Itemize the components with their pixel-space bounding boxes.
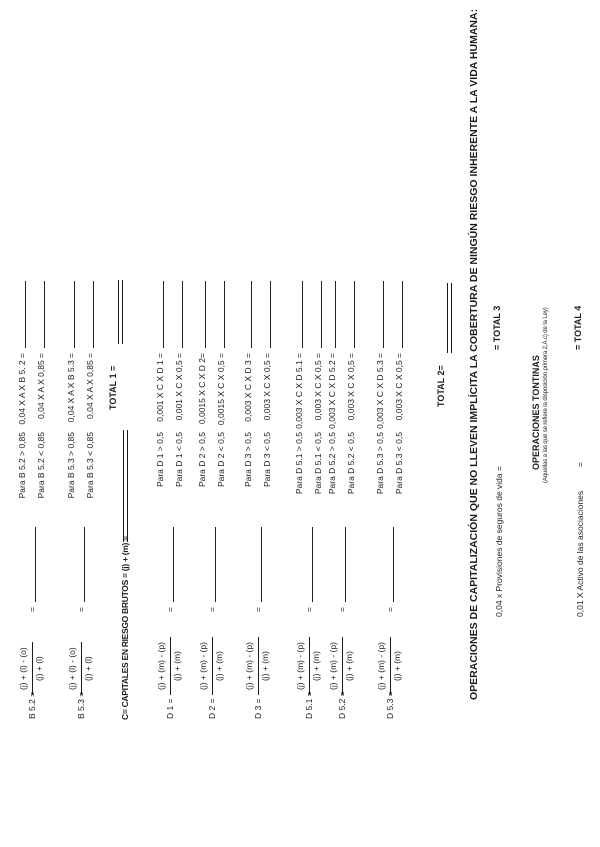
answer-blank-line (93, 281, 94, 348)
condition-label: Para B 5.3 < 0,85 (85, 432, 95, 499)
answer-blank-line (251, 281, 252, 348)
ratio-label: B 5.2 = (27, 691, 37, 719)
case-formula: 0,0015 X C X 0,5 = (216, 353, 226, 426)
fraction-denominator: (j) + (m) (311, 651, 321, 682)
case-formula: 0,04 X A X 0,85 = (36, 353, 46, 419)
condition-label: Para D 3 > 0,5 (243, 432, 253, 488)
ratio-label: D 5.3 = (385, 691, 395, 719)
fraction-numerator: (j) + (m) - (p) (198, 637, 213, 695)
total1-result-line (118, 280, 123, 344)
formula-row (239, 0, 277, 847)
formula-row (193, 0, 231, 847)
condition-label: Para D 5.3 < 0,5 (394, 432, 404, 495)
capitales-result-line (123, 430, 128, 542)
ratio-label: D 1 = (165, 698, 175, 719)
case-formula: 0,003 X C X D 3 = (243, 353, 253, 422)
formula-row (151, 0, 189, 847)
formula-row (13, 0, 51, 847)
ratio-fraction (156, 637, 182, 695)
ratio-label: D 5.1 = (304, 691, 314, 719)
case-formula: 0,003 X C X 0,5 = (346, 353, 356, 421)
equals-sign: = (337, 607, 347, 612)
fraction-numerator: (j) + (m) - (p) (156, 637, 171, 695)
answer-blank-line (224, 281, 225, 348)
case-formula: 0,003 X C X 0,5 = (313, 353, 323, 421)
case-formula: 0,04 X A X 0,85 = (85, 353, 95, 419)
fraction-numerator: (j) + (l) - (o) (67, 642, 82, 695)
ratio-fraction (198, 637, 224, 695)
total2-result-line (447, 283, 452, 353)
case-formula: 0,003 X C X 0,5 = (394, 353, 404, 421)
answer-blank-line (205, 281, 206, 348)
ratio-label: D 5.2 = (337, 691, 347, 719)
fraction-denominator: (j) + (l) (34, 656, 44, 682)
fraction-denominator: (j) + (m) (214, 651, 224, 682)
total2-label: TOTAL 2= (436, 365, 446, 407)
fraction-denominator: (j) + (m) (260, 651, 270, 682)
ratio-fraction (376, 637, 402, 695)
case-formula: 0,0015 X C X D 2= (197, 353, 207, 425)
capitales-riesgo-heading: C= CAPITALES EN RIESGO BRUTOS = (j) + (m) = (120, 536, 130, 720)
ratio-fraction (295, 637, 321, 695)
equals-sign: = (304, 607, 314, 612)
case-formula: 0,003 X C X D 5.2 = (327, 353, 337, 429)
condition-label: Para D 1 < 0,5 (174, 432, 184, 488)
case-formula: 0,003 X C X 0,5 = (262, 353, 272, 421)
fraction-numerator: (j) + (m) - (p) (376, 637, 391, 695)
condition-label: Para B 5.3 > 0,85 (66, 432, 76, 499)
answer-blank-line (383, 281, 384, 348)
condition-label: Para D 1 > 0,5 (155, 432, 165, 488)
fraction-denominator: (j) + (m) (172, 651, 182, 682)
total3-label: = TOTAL 3 (492, 305, 502, 350)
case-formula: 0,003 X C X D 5.3 = (375, 353, 385, 429)
condition-label: Para B 5.2 > 0,85 (17, 432, 27, 499)
answer-blank-line (354, 281, 355, 348)
condition-label: Para B 5.2 < 0,85 (36, 432, 46, 499)
answer-blank-line (335, 281, 336, 348)
ratio-fraction (244, 637, 270, 695)
answer-blank-line (402, 281, 403, 348)
ratio-label: D 3 = (253, 698, 263, 719)
capitalizacion-section-title: OPERACIONES DE CAPITALIZACIÓN QUE NO LLEVEN IMPLÍCITA LA COBERTURA DE NINGÚN RIESGO INHERENTE A LA VIDA HUMANA: (468, 8, 480, 700)
condition-label: Para D 5.1 > 0,5 (294, 432, 304, 495)
condition-label: Para D 5.2 > 0,5 (327, 432, 337, 495)
equals-sign: = (385, 607, 395, 612)
ratio-fraction (328, 637, 354, 695)
formula-row (323, 0, 361, 847)
equals-sign: = (76, 607, 86, 612)
tontinas-note: (Aquellas a las que se refiere la disposición primera 2,A.c) de la Ley) (543, 307, 549, 483)
total4-label: = TOTAL 4 (573, 305, 583, 350)
case-formula: 0,001 X C X 0,5 = (174, 353, 184, 421)
case-formula: 0,04 X A X B 5. 2 = (17, 353, 27, 425)
fraction-denominator: (j) + (l) (83, 656, 93, 682)
equals-sign: = (207, 607, 217, 612)
condition-label: Para D 2 > 0,5 (197, 432, 207, 488)
formula-row (371, 0, 409, 847)
equals-sign: = (253, 607, 263, 612)
answer-blank-line (321, 281, 322, 348)
ratio-label: D 2 = (207, 698, 217, 719)
ratio-fraction (18, 642, 44, 695)
condition-label: Para D 5.3 > 0,5 (375, 432, 385, 495)
fraction-numerator: (j) + (m) - (p) (244, 637, 259, 695)
fraction-numerator: (j) + (m) - (p) (328, 637, 343, 695)
fraction-denominator: (j) + (m) (344, 651, 354, 682)
answer-blank-line (302, 281, 303, 348)
answer-blank-line (44, 281, 45, 348)
ratio-fraction (67, 642, 93, 695)
case-formula: 0,003 X C X D 5.1 = (294, 353, 304, 429)
equals-sign: = (165, 607, 175, 612)
answer-blank-line (182, 281, 183, 348)
ratio-label: B 5.3 = (76, 691, 86, 719)
condition-label: Para D 2 < 0,5 (216, 432, 226, 488)
answer-blank-line (163, 281, 164, 348)
fraction-numerator: (j) + (l) - (o) (18, 642, 33, 695)
fraction-denominator: (j) + (m) (392, 651, 402, 682)
equals-sign: = (27, 607, 37, 612)
answer-blank-line (25, 281, 26, 348)
tontinas-heading: OPERACIONES TONTINAS (531, 355, 541, 470)
condition-label: Para D 5.2 < 0,5 (346, 432, 356, 495)
answer-blank-line (74, 281, 75, 348)
formula-row (62, 0, 100, 847)
condition-label: Para D 3 < 0,5 (262, 432, 272, 488)
answer-blank-line (270, 281, 271, 348)
activo-equals-sign: = (575, 462, 585, 467)
condition-label: Para D 5.1 < 0,5 (313, 432, 323, 495)
provisiones-formula: 0,04 x Provisiones de seguros de vida = (494, 466, 504, 617)
case-formula: 0,001 X C X D 1 = (155, 353, 165, 422)
total1-label: TOTAL 1 = (108, 365, 118, 410)
case-formula: 0,04 X A X B 5.3 = (66, 353, 76, 423)
fraction-numerator: (j) + (m) - (p) (295, 637, 310, 695)
activo-asociaciones-formula: 0,01 X Activo de las asociaciones (575, 490, 585, 617)
